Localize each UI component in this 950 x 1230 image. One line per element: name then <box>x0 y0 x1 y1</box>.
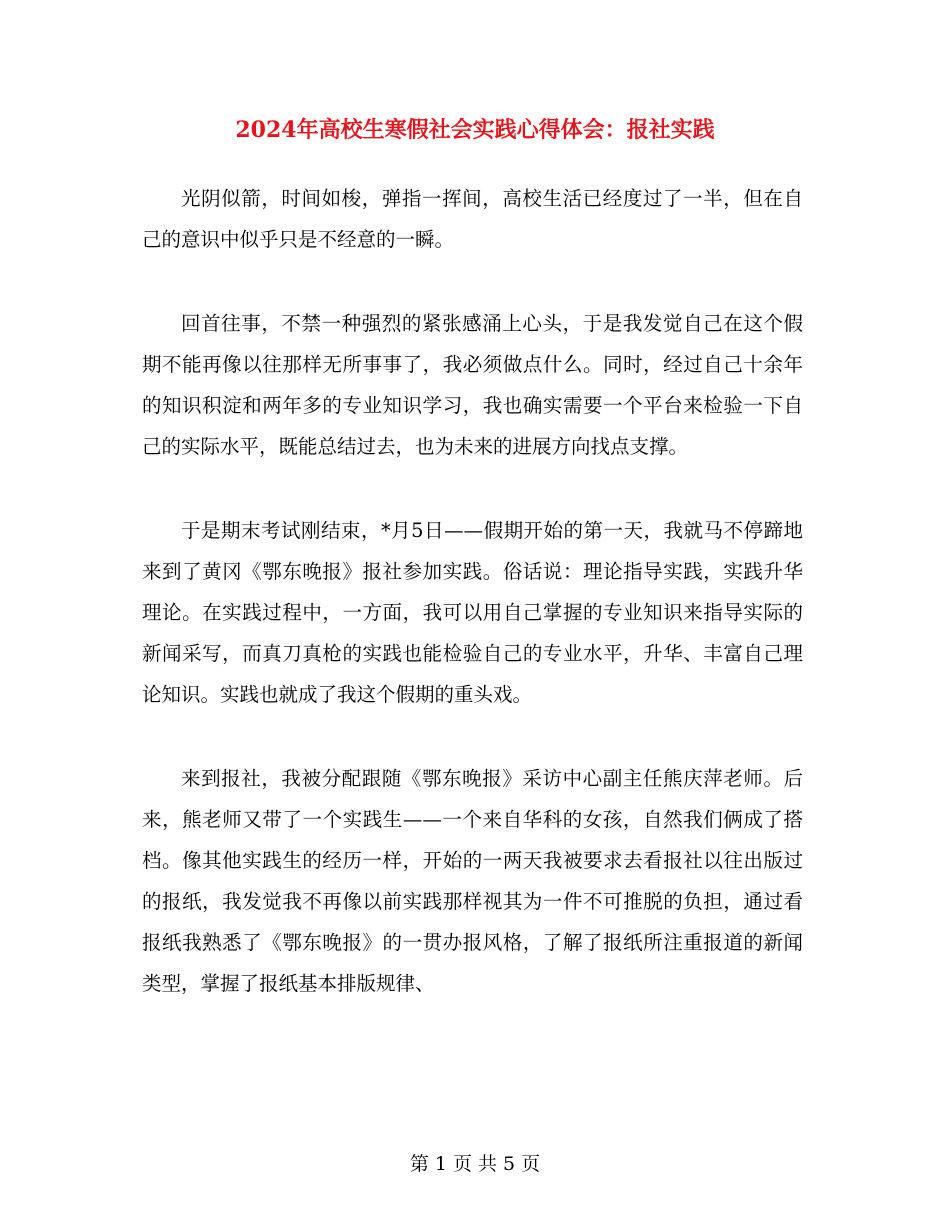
paragraph-2: 回首往事，不禁一种强烈的紧张感涌上心头，于是我发觉自己在这个假期不能再像以往那样无所事事了，我必须做点什么。同时，经过自己十余年的知识积淀和两年多的专业知识学习，我也确实需要一个平台来检验一下自己的实际水平，既能总结过去，也为未来的进展方向找点支撑。 <box>142 312 803 458</box>
document-title: 2024年高校生寒假社会实践心得体会：报社实践 <box>235 117 715 143</box>
paragraph-1: 光阴似箭，时间如梭，弹指一挥间，高校生活已经度过了一半，但在自己的意识中似乎只是不经意的一瞬。 <box>142 187 803 251</box>
page-number-footer: 第 1 页 共 5 页 <box>409 1153 541 1175</box>
paragraph-4: 来到报社，我被分配跟随《鄂东晚报》采访中心副主任熊庆萍老师。后来，熊老师又带了一个实践生——一个来自华科的女孩，自然我们俩成了搭档。像其他实践生的经历一样，开始的一两天我被要求去看报社以往出版过的报纸，我发觉我不再像以前实践那样视其为一件不可推脱的负担，通过看报纸我熟悉了《鄂东晚报》的一贯办报风格，了解了报纸所注重报道的新闻类型，掌握了报纸基本排版规律、 <box>142 767 803 995</box>
paragraph-3: 于是期末考试刚结束，*月5日——假期开始的第一天，我就马不停蹄地来到了黄冈《鄂东晚报》报社参加实践。俗话说：理论指导实践，实践升华理论。在实践过程中，一方面，我可以用自己掌握的专业知识来指导实际的新闻采写，而真刀真枪的实践也能检验自己的专业水平，升华、丰富自己理论知识。实践也就成了我这个假期的重头戏。 <box>142 519 803 706</box>
document-body <box>142 178 803 1047</box>
